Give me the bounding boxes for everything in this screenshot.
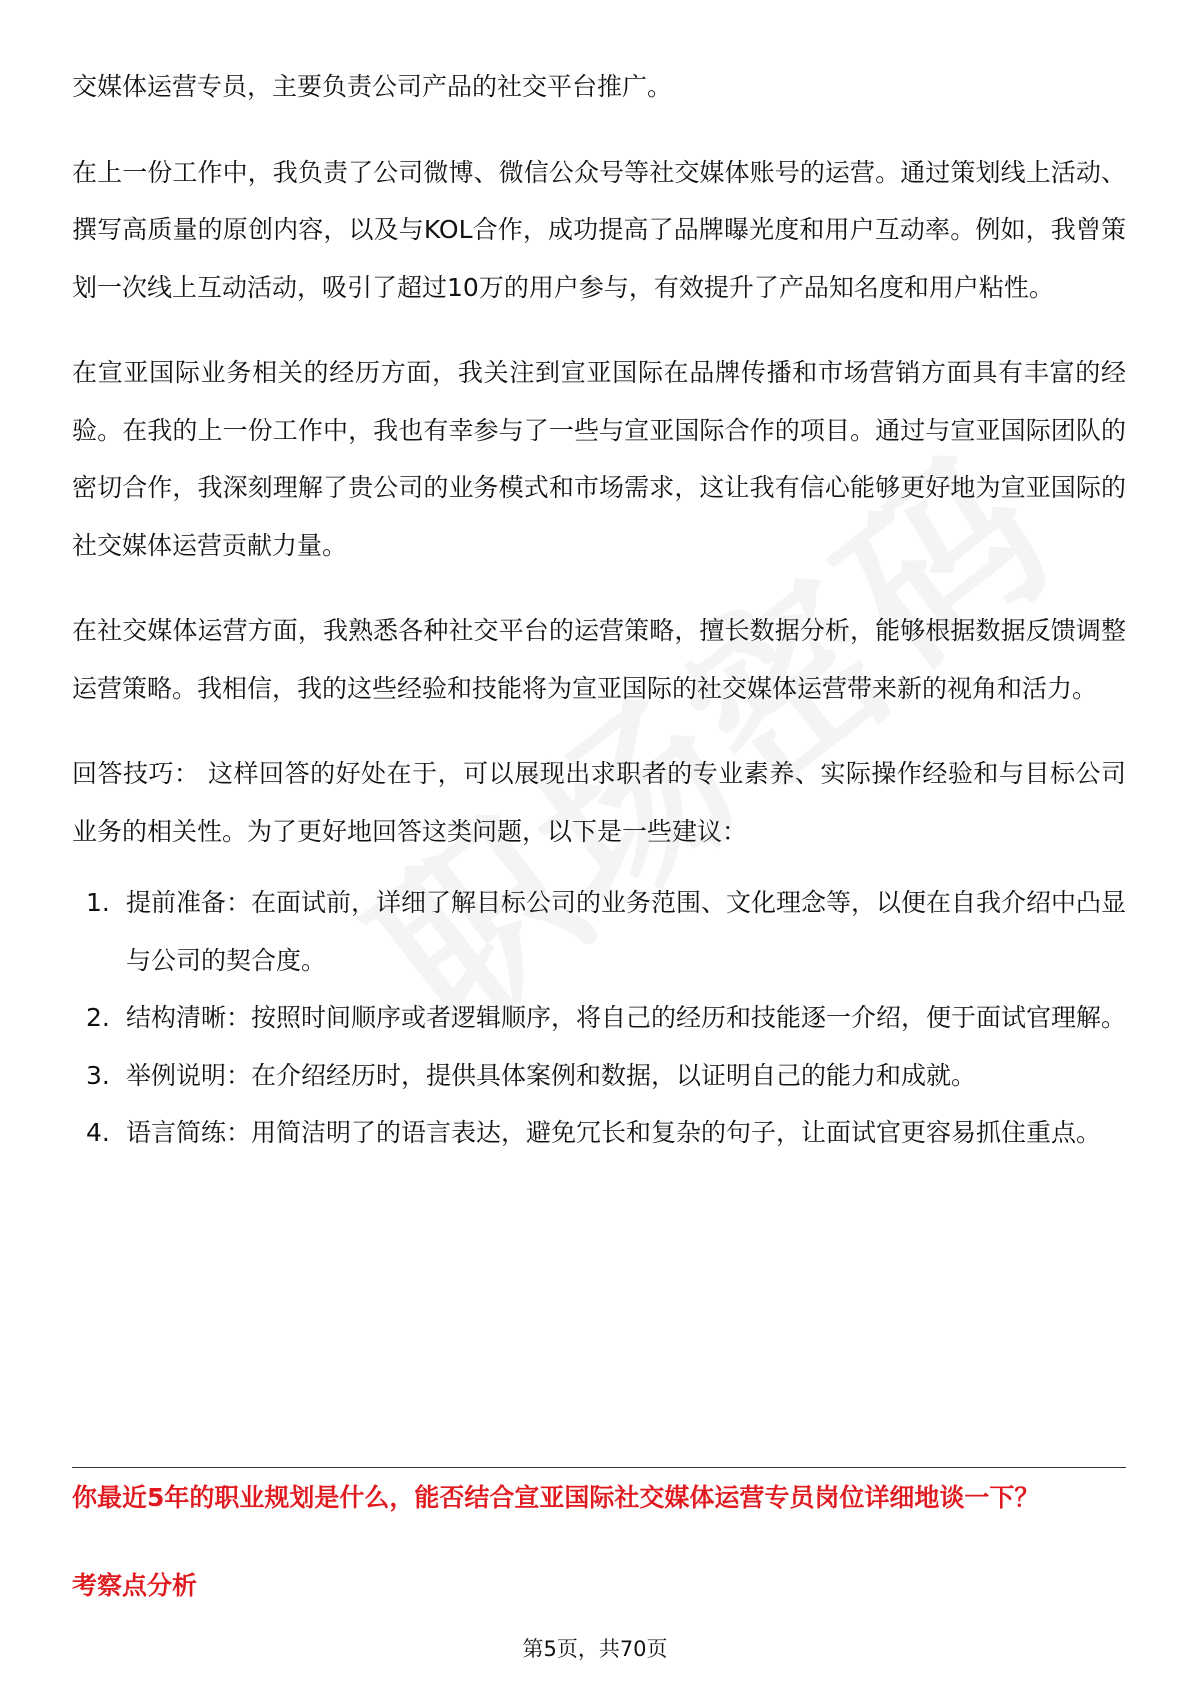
- tips-list: [72, 874, 1126, 1162]
- paragraph-company-experience: 在宣亚国际业务相关的经历方面，我关注到宣亚国际在品牌传播和市场营销方面具有丰富的经验。在我的上一份工作中，我也有幸参与了一些与宣亚国际合作的项目。通过与宣亚国际团队的密切合作，我深刻理解了贵公司的业务模式和市场需求，这让我有信心能够更好地为宣亚国际的社交媒体运营贡献力量。: [72, 358, 1126, 560]
- paragraph-operation-skills: 在社交媒体运营方面，我熟悉各种社交平台的运营策略，擅长数据分析，能够根据数据反馈调整运营策略。我相信，我的这些经验和技能将为宣亚国际的社交媒体运营带来新的视角和活力。: [72, 616, 1126, 703]
- list-item: [72, 874, 1126, 989]
- paragraph-intro: 交媒体运营专员，主要负责公司产品的社交平台推广。: [72, 72, 673, 101]
- list-text: 举例说明：在介绍经历时，提供具体案例和数据，以证明自己的能力和成就。: [126, 1060, 977, 1090]
- list-item: [72, 1047, 1126, 1105]
- list-text: 语言简练：用简洁明了的语言表达，避免冗长和复杂的句子，让面试官更容易抓住重点。: [126, 1118, 1102, 1147]
- list-number: 3.: [86, 1060, 110, 1090]
- question-heading: 你最近5年的职业规划是什么，能否结合宣亚国际社交媒体运营专员岗位详细地谈一下？: [72, 1483, 1040, 1512]
- paragraph-answer-tips: 回答技巧： 这样回答的好处在于，可以展现出求职者的专业素养、实际操作经验和与目标公司业务的相关性。为了更好地回答这类问题，以下是一些建议：: [72, 759, 1126, 846]
- list-text: 提前准备：在面试前，详细了解目标公司的业务范围、文化理念等，以便在自我介绍中凸显与公司的契合度。: [126, 888, 1127, 975]
- list-item: [72, 989, 1126, 1047]
- list-text: 结构清晰：按照时间顺序或者逻辑顺序，将自己的经历和技能逐一介绍，便于面试官理解。: [126, 1003, 1127, 1032]
- page-number-footer: 第5页，共70页: [522, 1637, 668, 1661]
- paragraph-previous-work: 在上一份工作中，我负责了公司微博、微信公众号等社交媒体账号的运营。通过策划线上活动、撰写高质量的原创内容，以及与KOL合作，成功提高了品牌曝光度和用户互动率。例如，我曾策划一次线上互动活动，吸引了超过10万的用户参与，有效提升了产品知名度和用户粘性。: [72, 157, 1126, 302]
- list-number: 4.: [86, 1118, 110, 1147]
- page-content: [72, 58, 1126, 1162]
- analysis-heading: 考察点分析: [72, 1571, 198, 1600]
- list-number: 1.: [86, 888, 110, 917]
- section-divider: [72, 1467, 1126, 1468]
- list-item: [72, 1104, 1126, 1162]
- list-number: 2.: [86, 1003, 110, 1032]
